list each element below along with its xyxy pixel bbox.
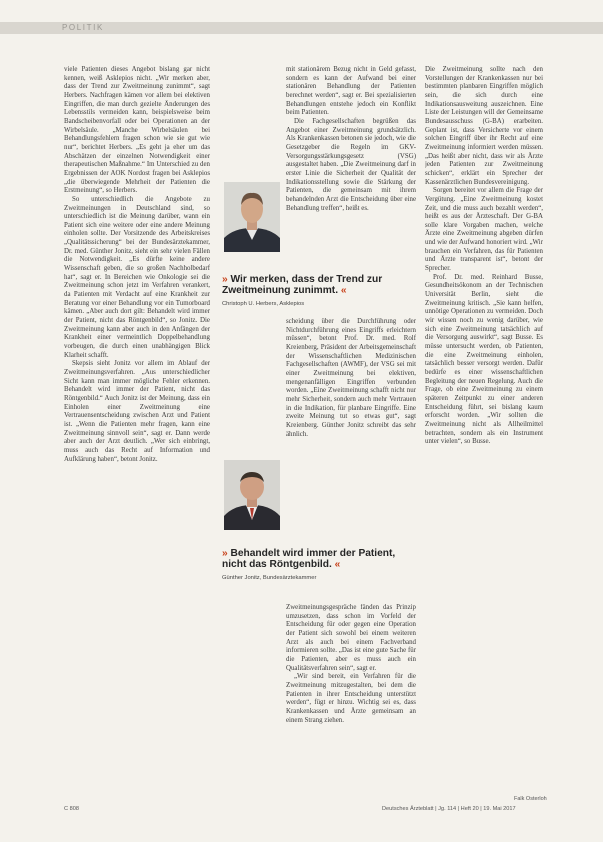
- close-quote-icon: «: [340, 285, 347, 297]
- paragraph: scheidung über die Durchführung oder Nichtdurchführung eines Eingriffs erleichtern müssen“, betont Prof. Dr. med. Rolf Kreienberg, Präsident der Arbeitsgemeinschaft der Wissenschaftlichen Medizinischen Fachgesellschaften (AWMF), der VSG sei mit einer Zweitmeinung bei elektiven, mengenanfälligen Eingriffen verbunden worden. „Eine Zweitmeinung schafft nicht nur mehr Sicherheit, sondern auch mehr Vertrauen in die Indikation, für planbare Eingriffe. Eine zweite Meinung tut so etwas gut“, sagt Kreienberg. Günther Jonitz schreibt das sehr ähnlich.: [286, 318, 416, 438]
- portrait-photo-herbers: [224, 182, 280, 252]
- pull-quote-2: [222, 548, 422, 581]
- paragraph: Die Zweitmeinung sollte nach den Vorstellungen der Krankenkassen nur bei bestimmten planbaren Eingriffen möglich sein, die sich durch eine Indikationsausweitung auszeichnen. Eine Liste der Leistungen will der Gemeinsame Bundesausschuss (G-BA) erarbeiten. Geplant ist, dass Versicherte vor einem solchen Eingriff über ihr Recht auf eine Zweitmeinung informiert werden müssen. „Das heißt aber nicht, dass wir als Ärzte jeden Patienten zur Zweitmeinung schicken“, erklärt ein Sprecher der Kassenärztlichen Bundesvereinigung.: [425, 66, 543, 186]
- pull-quote-1: [222, 274, 422, 307]
- portrait-photo-jonitz: [224, 460, 280, 530]
- section-rubric: POLITIK: [62, 23, 104, 32]
- quote-text: » Wir merken, dass der Trend zur Zweitmeinung zunimmt. «: [222, 274, 383, 297]
- article-column-2-middle: [286, 318, 416, 516]
- paragraph: Skepsis sieht Jonitz vor allem im Ablauf der Zweitmeinungsverfahren. „Aus unterschiedlicher Sicht kann man immer mögliche Fehler erkennen. Behandelt wird immer der Patient, nicht das Röntgenbild.“ Auch Jonitz ist der Meinung, dass ein Einholen einer Zweitmeinung eine Vertrauensentscheidung zwischen Arzt und Patient ist. „Wenn die Patienten mehr fragen, kann eine Zweitmeinung sinnvoll sein“, sagt er. Dann werde aber auch der Arzt deutlich. „Wer sich einbringt, muss auch das Recht auf Information und Aufklärung haben“, betont Jonitz.: [64, 360, 210, 463]
- quote-text: » Behandelt wird immer der Patient, nicht das Röntgenbild. «: [222, 548, 396, 571]
- paragraph: Prof. Dr. med. Reinhard Busse, Gesundheitsökonom an der Technischen Universität Berlin, sieht die Zweitmeinung kritisch. „Sie kann helfen, unnötige Operationen zu vermeiden. Doch wir wissen noch zu wenig darüber, wie sich eine Zweitmeinung tatsächlich auf die Versorgung auswirkt“, sagt Busse. Es müsse untersucht werden, ob Patienten, die eine Zweitmeinung einholen, tatsächlich besser versorgt werden. Dafür bedürfe es einer wissenschaftlichen Begleitung der neuen Regelung. Auch die Frage, ob eine Zweitmeinung zu einem späteren Zeitpunkt zu einer anderen Entscheidung führt, sei bislang kaum erforscht worden. „Wir sollten die Zweitmeinung nicht als Allheilmittel betrachten, sondern als ein Instrument unter vielen“, so Busse.: [425, 273, 543, 446]
- quote-source: Günther Jonitz, Bundesärztekammer: [222, 574, 317, 581]
- article-column-2-top: [286, 66, 416, 270]
- section-header-bar: [0, 22, 603, 34]
- paragraph: Sorgen bereitet vor allem die Frage der Vergütung. „Eine Zweitmeinung kostet Zeit, und die muss auch bezahlt werden“, heißt es aus der Ärzteschaft. Der G-BA solle klare Vorgaben machen, welche Ärzte eine Zweitmeinung abgeben dürfen und wie der Aufwand honoriert wird. „Wir brauchen ein Verfahren, das für Patienten und Ärzte transparent ist“, betont der Sprecher.: [425, 187, 543, 273]
- open-quote-icon: »: [222, 274, 228, 285]
- author-signature: Falk Osterloh: [514, 796, 547, 802]
- quote-source: Christoph U. Herbers, Asklepios: [222, 300, 305, 307]
- paragraph: viele Patienten dieses Angebot bislang gar nicht kennen, weiß Asklepios nicht. „Wir merken aber, dass der Trend zur Zweitmeinung zunimmt“, sagt Herbers. Nachfragen kämen vor allem bei elektiven Eingriffen, die man durch gezielte Änderungen des Lebensstils vermeiden kann, beispielsweise beim Bandscheibenvorfall oder bei Operationen an der Wirbelsäule. „Manche Wirbelsäulen bei Behandlungsfehlern fragen schon wie sie gut wie nur“, berichtet Herbers. „Es geht ja eher um das Abschätzen der einzelnen Notwendigkeit einer therapeutischen Maßnahme.“ Im Unterschied zu den Ergebnissen der AOK Nordost fragen bei Asklepios „die überwiegende Mehrheit der Patienten die Erstmeinung“, so Herbers.: [64, 66, 210, 195]
- close-quote-icon: «: [334, 559, 341, 571]
- paragraph: mit stationärem Bezug nicht in Geld gefasst, sondern es kann der Aufwand bei einer stationären Behandlung der Patienten berechnet werden“, sagt er. Bei spezialisierten Behandlungen entstehe jedoch ein Konflikt beim Patienten.: [286, 66, 416, 117]
- article-column-3: [425, 66, 543, 782]
- paragraph: Die Fachgesellschaften begrüßen das Angebot einer Zweitmeinung grundsätzlich. Als Krankenkassen betonen sie jedoch, wie die Gesetzgeber die Regeln im GKV-Versorgungsstärkungsgesetz (VSG) ausgestaltet haben. „Die Zweitmeinung darf in erster Linie die Sicherheit der Qualität der Indikationsstellung sowie die Stärkung der Patienten, die gemeinsam mit ihrem behandelnden Arzt die Entscheidung über eine Behandlung treffen“, heißt es.: [286, 117, 416, 212]
- paragraph: Zweitmeinungsgespräche fänden das Prinzip umzusetzen, dass schon im Vorfeld der Entscheidung für oder gegen eine Operation der Patient sich sowohl bei einem weiteren Arzt als auch bei einem Fachverband informieren sollte. „Das ist eine gute Sache für die Patienten, aber es muss auch ein Qualitätsverfahren sein“, sagt er.: [286, 604, 416, 672]
- paragraph: „Wir sind bereit, ein Verfahren für die Zweitmeinung mitzugestalten, bei dem die Patienten in ihrer Entscheidung unterstützt werden“, fügt er hinzu. Wichtig sei es, dass Krankenkassen und Ärzte gemeinsam an einem Strang ziehen.: [286, 673, 416, 724]
- paragraph: So unterschiedlich die Angebote zu Zweitmeinungen in Deutschland sind, so unterschiedlich ist die Meinung darüber, wann ein Patient sich eine weitere oder eine andere Meinung einholen sollte. Der Vorsitzende des Arbeitskreises „Qualitätssicherung“ bei der Bundesärztekammer, Dr. med. Günther Jonitz, sieht ein sehr vielen Fällen die Notwendigkeit. „Es dürfte keine andere Wissenschaft geben, die so großen Nachholbedarf hat“, sagt er. In Bereichen wie Onkologie sei die Zweitmeinung schon jetzt im Verfahren verankert, da Patienten mit Verdacht auf eine Krankheit zur Beratung vor einer Behandlung vor ein Tumorboard kämen. „Aber auch dort gilt: Behandelt wird immer der Patient, nicht das Röntgenbild“, so Jonitz. Die Zweitmeinung kann aber auch in den Anfängen der Krankheit einer vermeintlich Doppelbehandlung vorbeugen, die durch einen unabhängigen Blick Klarheit schafft.: [64, 195, 210, 359]
- journal-citation: Deutsches Ärzteblatt | Jg. 114 | Heft 20 | 19. Mai 2017: [382, 806, 516, 812]
- page-number: C 808: [64, 806, 79, 812]
- article-column-2-bottom: [286, 604, 416, 796]
- article-column-1: [64, 66, 210, 794]
- open-quote-icon: »: [222, 548, 228, 559]
